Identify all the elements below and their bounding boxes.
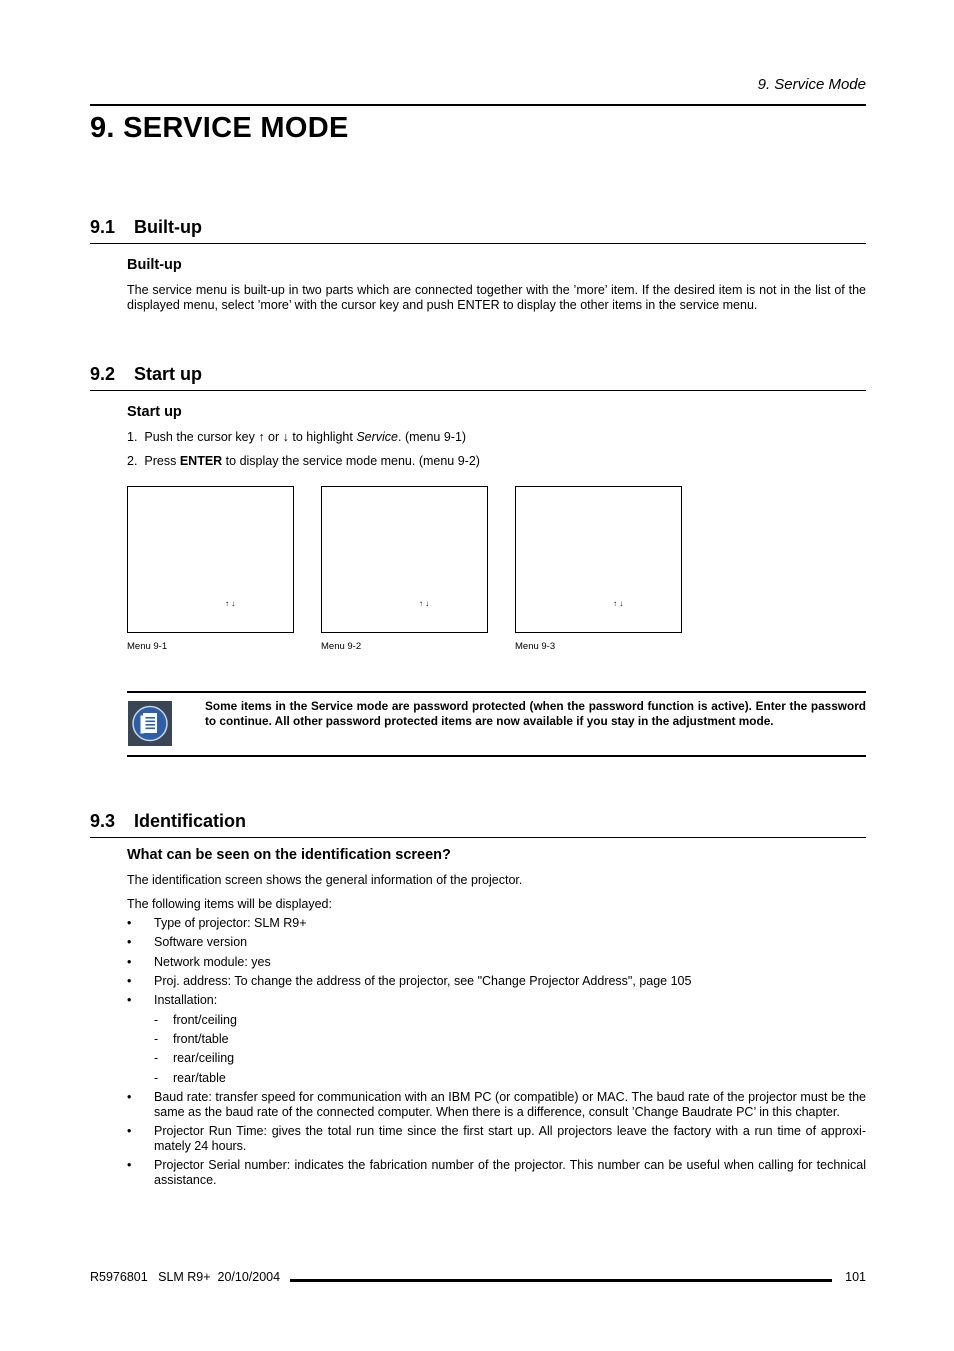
- step-1: [127, 430, 466, 445]
- identification-intro: The identification screen shows the general information of the projector.: [127, 873, 523, 887]
- installation-option-text: rear/ceiling: [173, 1051, 235, 1065]
- menu-9-1-image: [127, 486, 294, 633]
- note-text: Some items in the Service mode are password protected (when the password function is active). Enter the password to continue. All other password protected items are now available if you stay in the adjustment mode.: [205, 699, 866, 728]
- step-number: 1.: [127, 430, 138, 444]
- cursor-arrows: ↑ ↓: [419, 599, 430, 608]
- footer-document-id: R5976801 SLM R9+ 20/10/2004: [90, 1270, 281, 1284]
- section-rule: [90, 837, 866, 838]
- installation-option-text: front/table: [173, 1032, 229, 1046]
- menu-caption: Menu 9-1: [127, 641, 168, 652]
- list-item-text: Projector Serial number: indicates the fabrication number of the projector. This number can be useful when calling for technical assistance.: [154, 1158, 866, 1187]
- section-9-2-heading: [90, 364, 202, 385]
- section-title: Start up: [134, 364, 203, 384]
- step-emphasis: Service: [356, 430, 398, 444]
- section-rule: [90, 243, 866, 244]
- bullet: •: [127, 1090, 132, 1104]
- menu-9-2-image: [321, 486, 488, 633]
- installation-option: [154, 1013, 237, 1028]
- menu-9-3-image: [515, 486, 682, 633]
- chapter-title: 9. SERVICE MODE: [90, 112, 349, 144]
- header-rule: [90, 104, 866, 106]
- bullet: •: [127, 993, 132, 1007]
- list-item: [127, 974, 866, 989]
- list-item-text: Proj. address: To change the address of the projector, see "Change Projector Address", page 105: [154, 974, 692, 988]
- menu-caption: Menu 9-2: [321, 641, 362, 652]
- note-rule-bottom: [127, 755, 866, 757]
- list-item-text: Baud rate: transfer speed for communication with an IBM PC (or compatible) or MAC. The baud rate of the projector must be the same as the baud rate of the connected computer. When there is a difference, consult ’Change Baudrate PC’ in this chapter.: [154, 1090, 866, 1119]
- bullet: •: [127, 955, 132, 969]
- subsection-title: Built-up: [127, 257, 182, 273]
- list-item: [127, 1090, 866, 1120]
- bullet: •: [127, 1124, 132, 1138]
- step-strong: ENTER: [179, 454, 223, 468]
- installation-option: [154, 1051, 234, 1066]
- installation-option-text: rear/table: [173, 1071, 226, 1085]
- list-item: [127, 935, 866, 950]
- list-item: [127, 993, 866, 1008]
- step-2: [127, 454, 480, 469]
- running-header: 9. Service Mode: [757, 76, 866, 93]
- cursor-arrows: ↑ ↓: [613, 599, 624, 608]
- dash: -: [154, 1013, 159, 1027]
- list-item: [127, 916, 866, 931]
- dash: -: [154, 1071, 159, 1085]
- list-item: [127, 1124, 866, 1154]
- section-9-1-heading: [90, 217, 202, 238]
- identification-lead: The following items will be displayed:: [127, 897, 332, 911]
- bullet: •: [127, 916, 132, 930]
- list-item-text: Software version: [154, 935, 248, 949]
- section-rule: [90, 390, 866, 391]
- builtup-paragraph: The service menu is built-up in two parts which are connected together with the ’more’ item. If the desired item is not in the list of the displayed menu, select ’more’ with the cursor key and push ENTER to display the other items in the service menu.: [127, 283, 866, 312]
- subsection-title: Start up: [127, 404, 182, 420]
- bullet: •: [127, 935, 132, 949]
- section-number: 9.2: [90, 364, 116, 384]
- cursor-arrows: ↑ ↓: [225, 599, 236, 608]
- installation-option: [154, 1071, 226, 1086]
- list-item: [127, 1158, 866, 1188]
- section-9-3-heading: [90, 811, 246, 832]
- installation-option-text: front/ceiling: [173, 1013, 237, 1027]
- list-item-text: Type of projector: SLM R9+: [154, 916, 307, 930]
- bullet: •: [127, 1158, 132, 1172]
- step-number: 2.: [127, 454, 138, 468]
- dash: -: [154, 1032, 159, 1046]
- bullet: •: [127, 974, 132, 988]
- list-item: [127, 955, 866, 970]
- list-item-text: Network module: yes: [154, 955, 271, 969]
- footer-rule: [290, 1279, 832, 1282]
- dash: -: [154, 1051, 159, 1065]
- section-number: 9.1: [90, 217, 116, 237]
- subsection-title: What can be seen on the identification screen?: [127, 847, 451, 863]
- note-rule-top: [127, 691, 866, 693]
- installation-option: [154, 1032, 229, 1047]
- step-text: . (menu 9-1): [398, 430, 467, 444]
- step-text: Push the cursor key ↑ or ↓ to highlight: [144, 430, 357, 444]
- menu-caption: Menu 9-3: [515, 641, 556, 652]
- note-document-icon: [128, 701, 172, 746]
- section-number: 9.3: [90, 811, 116, 831]
- page-number: 101: [845, 1270, 866, 1284]
- section-title: Identification: [134, 811, 246, 831]
- section-title: Built-up: [134, 217, 202, 237]
- step-text: to display the service mode menu. (menu 9-2): [222, 454, 480, 468]
- list-item-text: Projector Run Time: gives the total run time since the first start up. All projectors leave the factory with a run time of approxi-mately 24 hours.: [154, 1124, 866, 1153]
- list-item-text: Installation:: [154, 993, 218, 1007]
- step-text: Press: [144, 454, 180, 468]
